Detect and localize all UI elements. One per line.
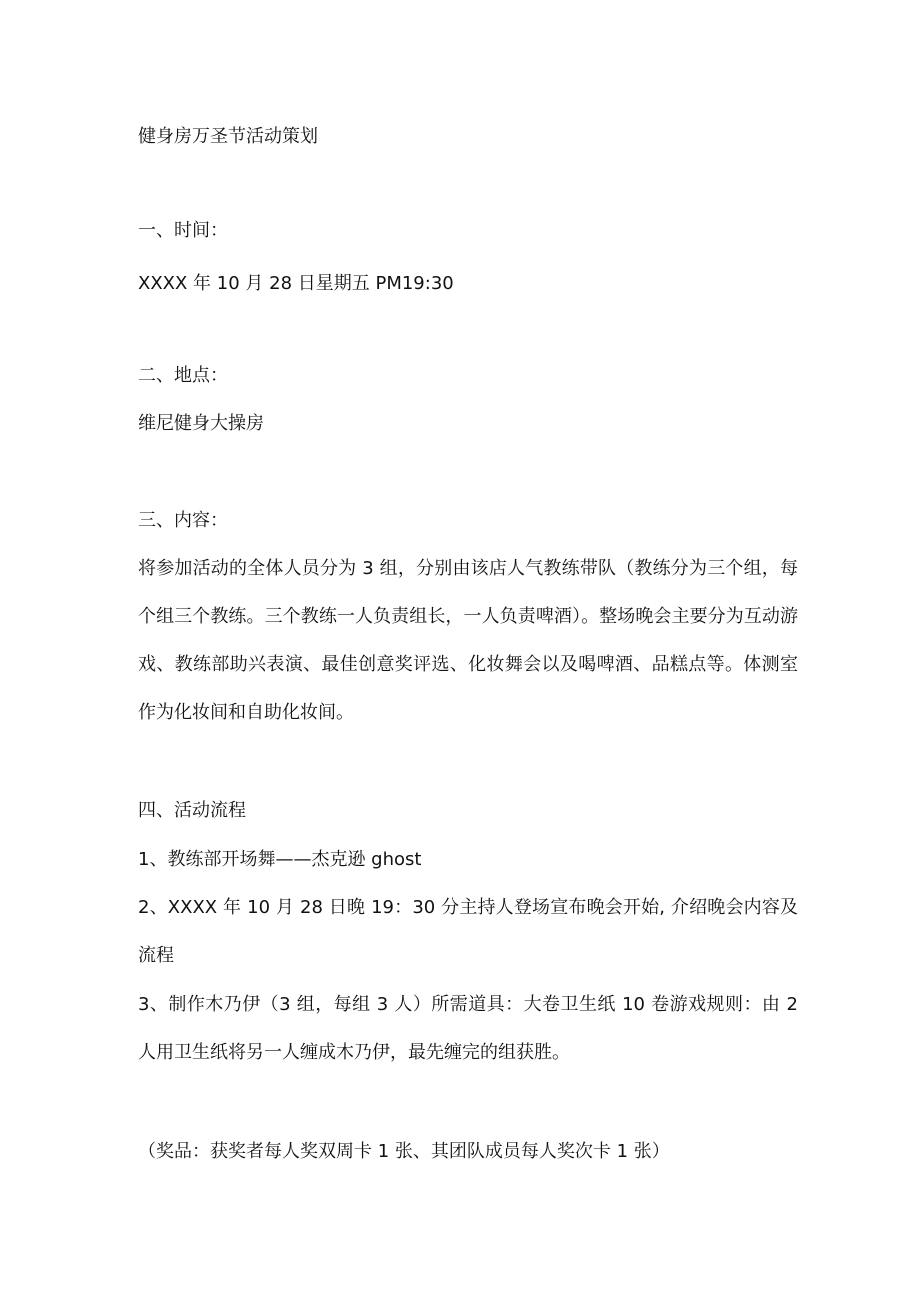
process-item-2: 2、XXXX 年 10 月 28 日晚 19：30 分主持人登场宣布晚会开始, 介绍晚会内容及流程 xyxy=(138,897,798,966)
process-prize: （奖品：获奖者每人奖双周卡 1 张、其团队成员每人奖次卡 1 张） xyxy=(138,1141,670,1162)
section-time-heading: 一、时间： xyxy=(138,220,228,241)
document-title: 健身房万圣节活动策划 xyxy=(138,126,318,147)
process-item-3: 3、制作木乃伊（3 组，每组 3 人）所需道具：大卷卫生纸 10 卷游戏规则：由 2 人用卫生纸将另一人缠成木乃伊，最先缠完的组获胜。 xyxy=(138,994,798,1063)
section-process-heading: 四、活动流程 xyxy=(138,800,246,821)
section-content-text: 将参加活动的全体人员分为 3 组，分别由该店人气教练带队（教练分为三个组，每个组三个教练。三个教练一人负责组长，一人负责啤酒）。整场晚会主要分为互动游戏、教练部助兴表演、最佳创意奖评选、化妆舞会以及喝啤酒、品糕点等。体测室作为化妆间和自助化妆间。 xyxy=(138,558,798,723)
section-place-value: 维尼健身大操房 xyxy=(138,413,264,434)
section-place-heading: 二、地点： xyxy=(138,365,228,386)
section-content-heading: 三、内容： xyxy=(138,510,228,531)
section-time-value: XXXX 年 10 月 28 日星期五 PM19:30 xyxy=(138,273,454,294)
process-item-1: 1、教练部开场舞——杰克逊 ghost xyxy=(138,849,422,870)
